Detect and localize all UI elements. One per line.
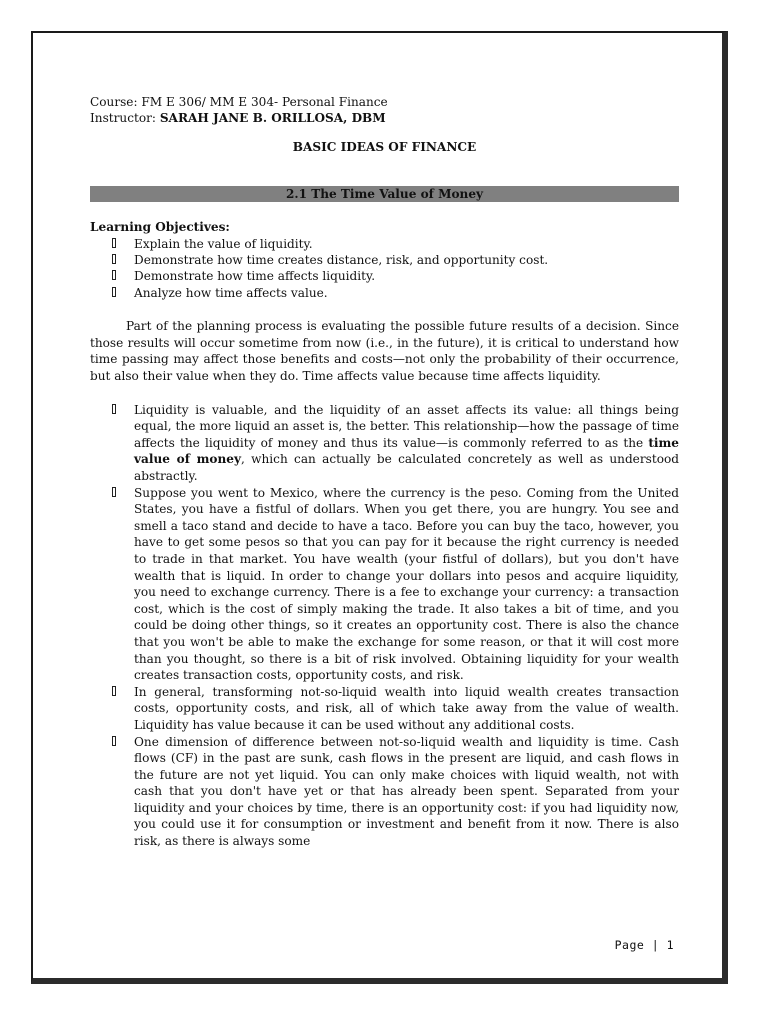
- course-line: Course: FM E 306/ MM E 304- Personal Finance: [90, 95, 388, 109]
- section-heading-bar: 2.1 The Time Value of Money: [90, 186, 679, 202]
- page-content: [90, 94, 679, 850]
- page-number: Page | 1: [614, 938, 674, 952]
- instructor-line: [90, 110, 679, 126]
- bullet-icon: [112, 254, 116, 264]
- instructor-name: SARAH JANE B. ORILLOSA, DBM: [159, 111, 386, 126]
- bullet-icon: [112, 238, 116, 248]
- bullet-icon: [112, 404, 116, 414]
- point-text-after: , which can actually be calculated concretely as well as understood abstractly.: [134, 452, 679, 483]
- list-item: [90, 268, 679, 284]
- point-text: One dimension of difference between not-so-liquid wealth and liquidity is time. Cash flows (CF) in the past are sunk, cash flows in the present are liquid, and cash flows in the future are not yet liquid. You can only make choices with liquid wealth, not with cash that you don't have yet or that has already been spent. Separated from your liquidity and your choices by time, there is an opportunity cost: if you had liquidity now, you could use it for consumption or investment and benefit from it now. There is also risk, as there is always some: [134, 734, 679, 849]
- list-item: [90, 684, 679, 734]
- point-text: Suppose you went to Mexico, where the currency is the peso. Coming from the United States, you have a fistful of dollars. When you get there, you are hungry. You see and smell a taco stand and decide to have a taco. Before you can buy the taco, however, you have to get some pesos so that you can pay for it because the right currency is needed to trade in that market. You have wealth (your fistful of dollars), but you don't have wealth that is liquid. In order to change your dollars into pesos and acquire liquidity, you need to exchange currency. There is a fee to exchange your currency: a transaction cost, which is the cost of simply making the trade. It also takes a bit of time, and you could be doing other things, so it creates an opportunity cost. There is also the chance that you won't be able to make the exchange for some reason, or that it will cost more than you thought, so there is a bit of risk involved. Obtaining liquidity for your wealth creates transaction costs, opportunity costs, and risk.: [134, 485, 679, 683]
- bullet-icon: [112, 686, 116, 696]
- list-item: [90, 252, 679, 268]
- document-title: BASIC IDEAS OF FINANCE: [292, 139, 477, 154]
- learning-objectives-heading: Learning Objectives:: [90, 220, 230, 235]
- bullet-icon: [112, 287, 116, 297]
- list-item: [90, 285, 679, 301]
- points-list: [90, 402, 679, 850]
- objective-text: Demonstrate how time affects liquidity.: [134, 269, 376, 284]
- list-item: [90, 734, 679, 850]
- point-text-before: Liquidity is valuable, and the liquidity of an asset affects its value: all things being equal, the more liquid an asset is, the better. This relationship—how the passage of time affects the liquidity of money and thus its value—is commonly referred to as the: [134, 402, 679, 450]
- bullet-icon: [112, 736, 116, 746]
- list-item: [90, 236, 679, 252]
- bullet-icon: [112, 487, 116, 497]
- instructor-label: Instructor:: [90, 111, 160, 126]
- intro-paragraph: Part of the planning process is evaluating the possible future results of a decision. Since those results will occur sometime from now (i.e., in the future), it is critical to understand how time passing may affect those benefits and costs—not only the probability of their occurrence, but also their value when they do. Time affects value because time affects liquidity.: [90, 319, 679, 384]
- point-text: In general, transforming not-so-liquid wealth into liquid wealth creates transaction costs, opportunity costs, and risk, all of which take away from the value of wealth. Liquidity has value because it can be used without any additional costs.: [134, 684, 679, 732]
- list-item: [90, 402, 679, 485]
- list-item: [90, 485, 679, 684]
- learning-objectives-list: [90, 236, 679, 302]
- time-value-term: time value of money: [134, 435, 679, 467]
- objective-text: Demonstrate how time creates distance, risk, and opportunity cost.: [134, 253, 549, 268]
- document-page: [31, 31, 728, 984]
- objective-text: Explain the value of liquidity.: [134, 236, 313, 251]
- objective-text: Analyze how time affects value.: [134, 285, 328, 300]
- bullet-icon: [112, 270, 116, 280]
